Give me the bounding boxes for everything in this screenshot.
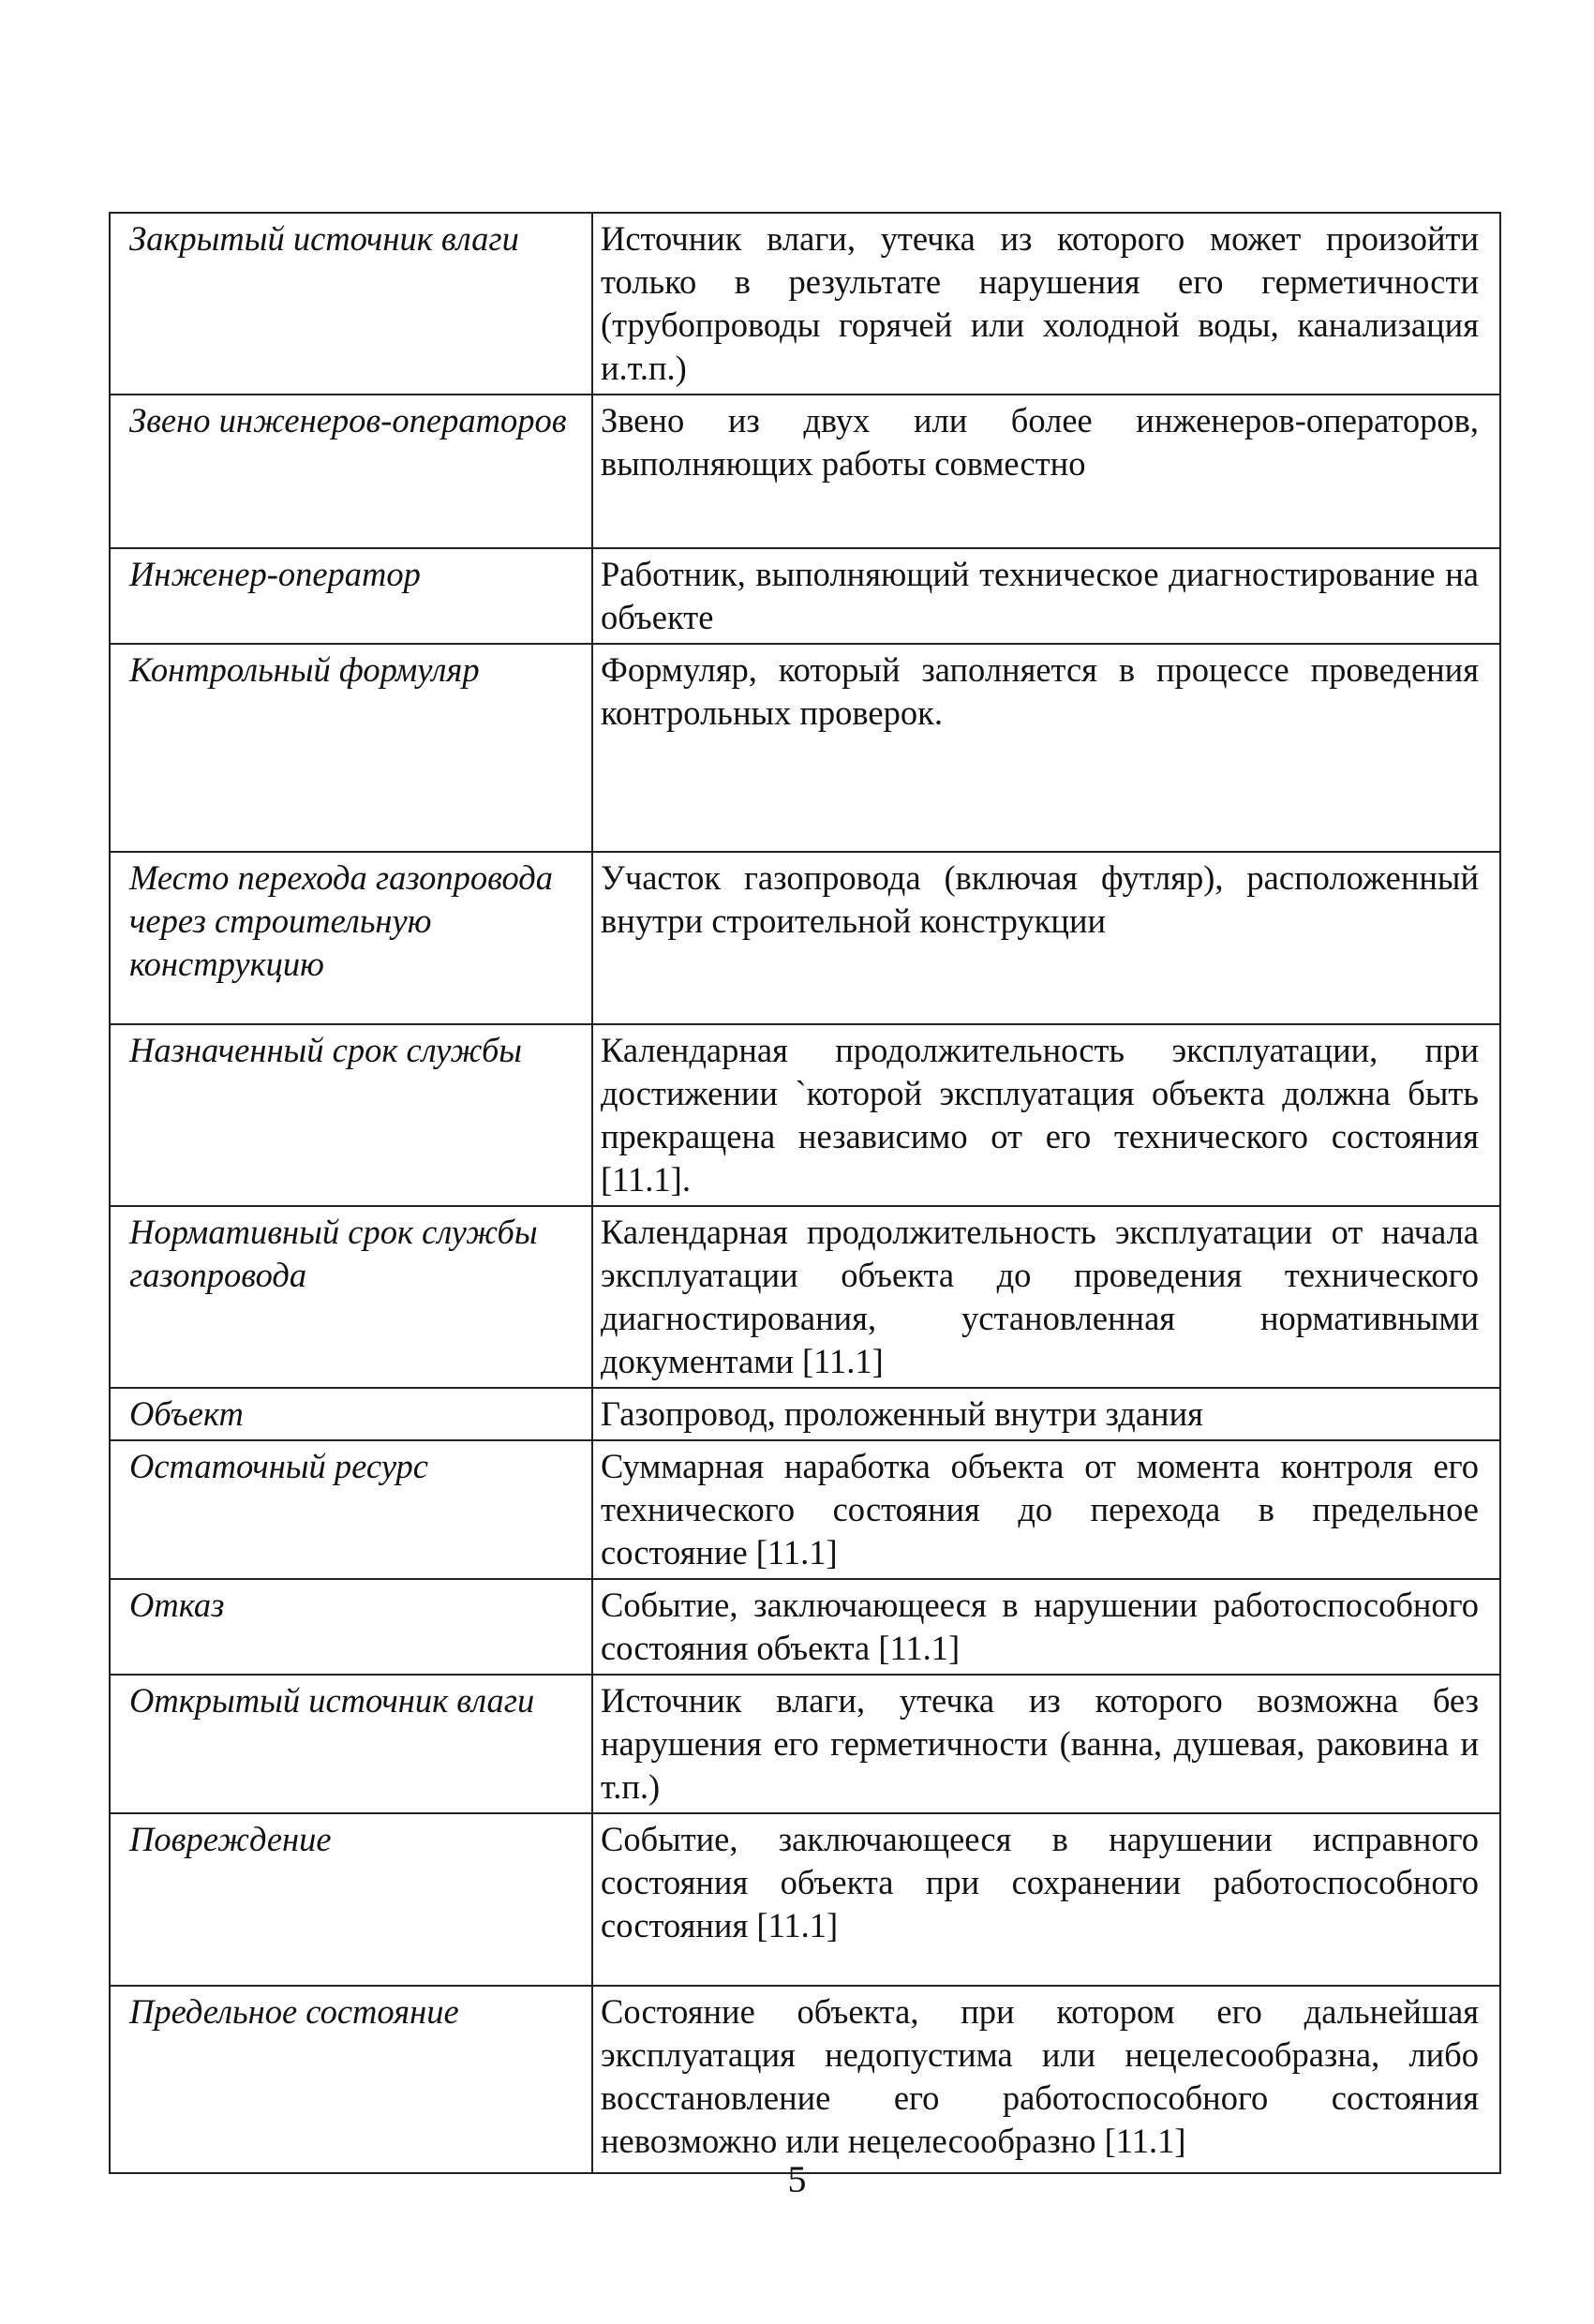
term-cell: Место перехода газопровода через строительную конструкцию — [110, 852, 592, 1024]
definition-cell: Суммарная наработка объекта от момента контроля его технического состояния до перехода в предельное состояние [11.1] — [592, 1440, 1500, 1579]
definition-cell: Источник влаги, утечка из которого возможна без нарушения его герметичности (ванна, душевая, раковина и т.п.) — [592, 1675, 1500, 1813]
term-cell: Нормативный срок службы газопровода — [110, 1206, 592, 1388]
page-number: 5 — [787, 2158, 807, 2200]
term-cell: Открытый источник влаги — [110, 1675, 592, 1813]
table-row — [110, 644, 1500, 852]
definition-cell: Звено из двух или более инженеров-операторов, выполняющих работы совместно — [592, 395, 1500, 548]
table-row — [110, 1206, 1500, 1388]
table-row — [110, 1675, 1500, 1813]
term-cell: Инженер-оператор — [110, 548, 592, 644]
definition-cell: Работник, выполняющий техническое диагностирование на объекте — [592, 548, 1500, 644]
definition-cell: Событие, заключающееся в нарушении работоспособного состояния объекта [11.1] — [592, 1579, 1500, 1675]
term-cell: Закрытый источник влаги — [110, 213, 592, 395]
term-cell: Звено инженеров-операторов — [110, 395, 592, 548]
definition-cell: Источник влаги, утечка из которого может произойти только в результате нарушения его герметичности (трубопроводы горячей или холодной воды, канализация и.т.п.) — [592, 213, 1500, 395]
table-row — [110, 213, 1500, 395]
table-row — [110, 1986, 1500, 2173]
definition-cell: Участок газопровода (включая футляр), расположенный внутри строительной конструкции — [592, 852, 1500, 1024]
table-row — [110, 395, 1500, 548]
table-row — [110, 1579, 1500, 1675]
term-cell: Отказ — [110, 1579, 592, 1675]
term-cell: Остаточный ресурс — [110, 1440, 592, 1579]
definition-cell: Состояние объекта, при котором его дальнейшая эксплуатация недопустима или нецелесообразна, либо восстановление его работоспособного состояния невозможно или нецелесообразно [11.1] — [592, 1986, 1500, 2173]
term-cell: Предельное состояние — [110, 1986, 592, 2173]
table-row — [110, 1024, 1500, 1206]
table-row — [110, 852, 1500, 1024]
table-row — [110, 548, 1500, 644]
term-cell: Назначенный срок службы — [110, 1024, 592, 1206]
table-row — [110, 1440, 1500, 1579]
glossary-table — [109, 212, 1501, 2174]
table-row — [110, 1388, 1500, 1440]
term-cell: Объект — [110, 1388, 592, 1440]
table-row — [110, 1813, 1500, 1986]
term-cell: Повреждение — [110, 1813, 592, 1986]
definition-cell: Событие, заключающееся в нарушении исправного состояния объекта при сохранении работоспособного состояния [11.1] — [592, 1813, 1500, 1986]
definition-cell: Газопровод, проложенный внутри здания — [592, 1388, 1500, 1440]
term-cell: Контрольный формуляр — [110, 644, 592, 852]
definition-cell: Календарная продолжительность эксплуатации от начала эксплуатации объекта до проведения технического диагностирования, установленная нормативными документами [11.1] — [592, 1206, 1500, 1388]
definition-cell: Формуляр, который заполняется в процессе проведения контрольных проверок. — [592, 644, 1500, 852]
definition-cell: Календарная продолжительность эксплуатации, при достижении `которой эксплуатация объекта должна быть прекращена независимо от его технического состояния [11.1]. — [592, 1024, 1500, 1206]
